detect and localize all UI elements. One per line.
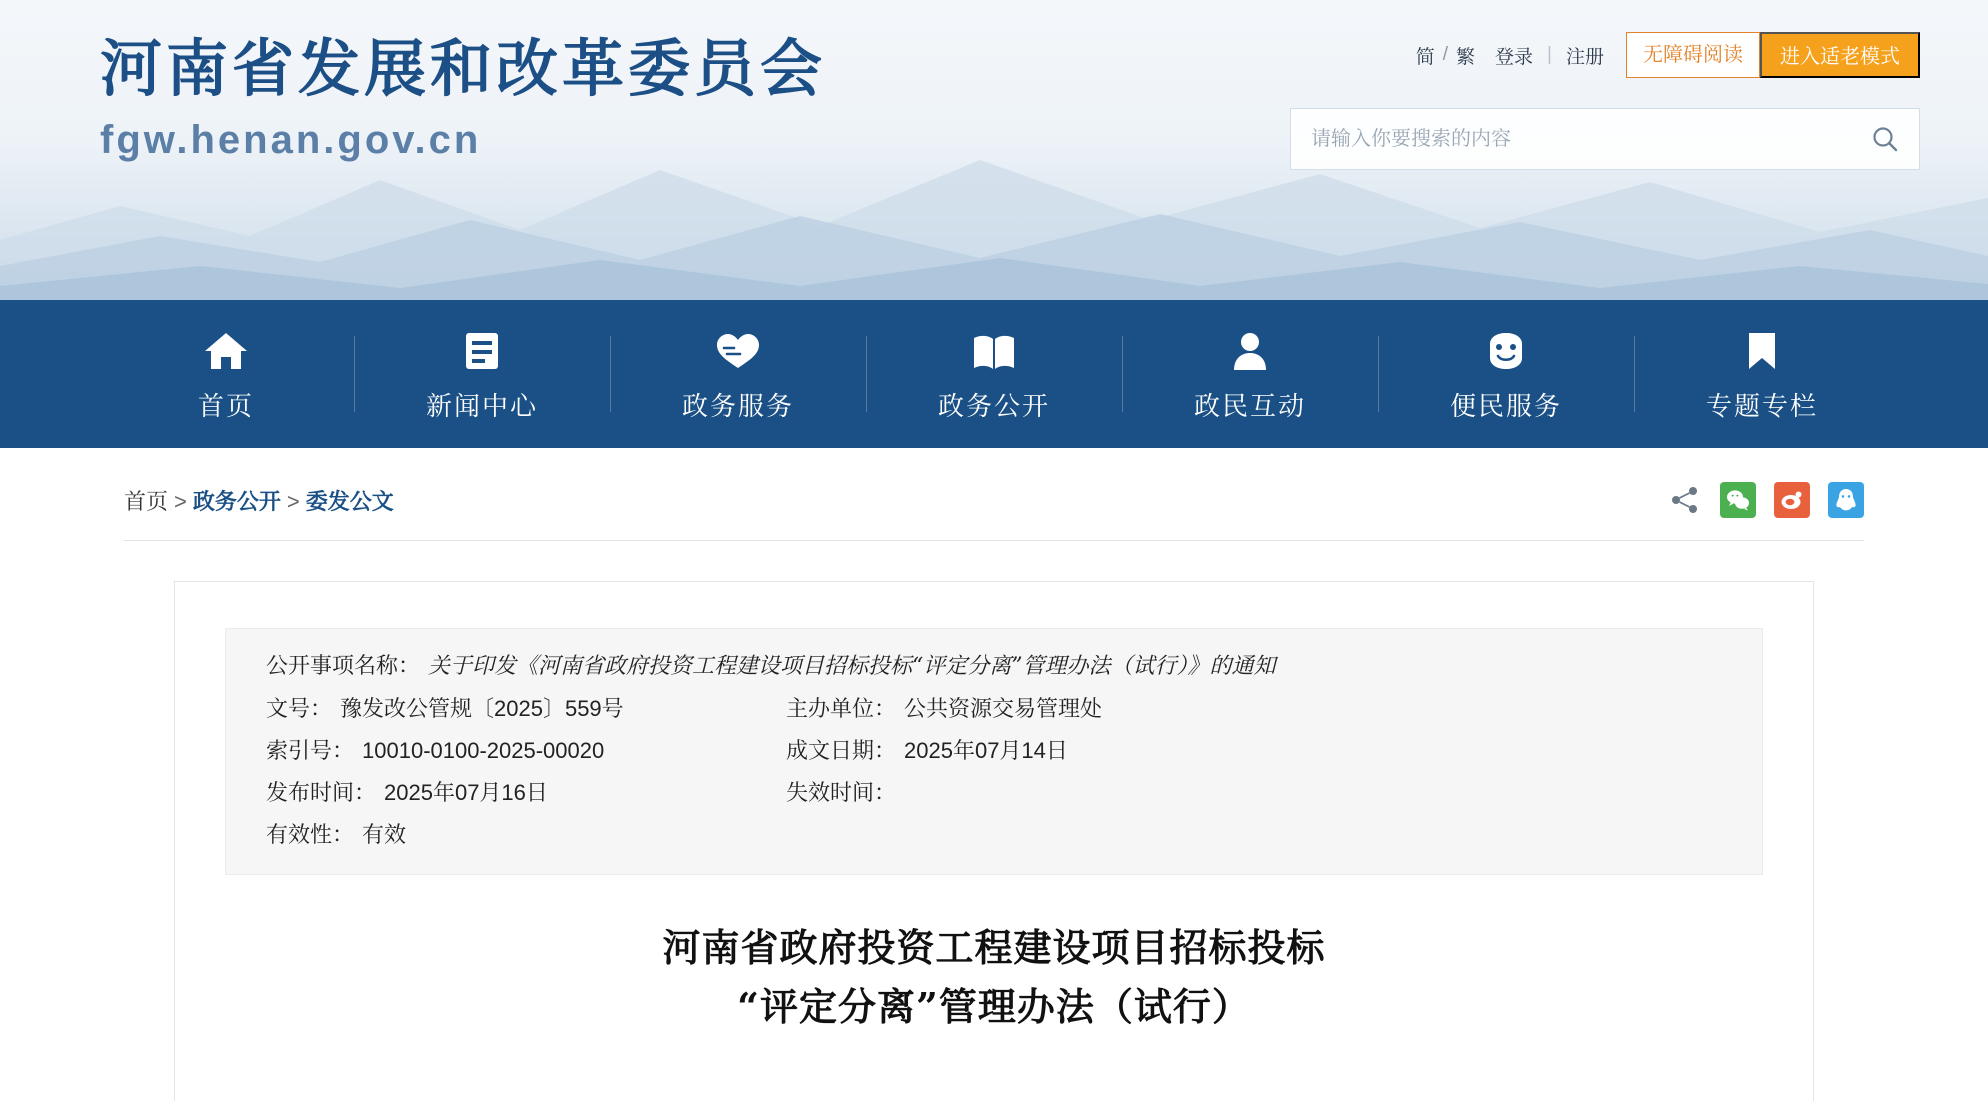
search-input[interactable]	[1291, 109, 1851, 169]
nav-item-news[interactable]	[354, 300, 610, 448]
nav-item-interaction[interactable]	[1122, 300, 1378, 448]
person-icon	[1230, 326, 1270, 372]
meta-key-validity: 有效性：	[266, 822, 355, 847]
meta-value-name: 关于印发《河南省政府投资工程建设项目招标投标“评定分离”管理办法（试行）》的通知	[428, 654, 1276, 679]
weibo-icon[interactable]	[1774, 482, 1810, 518]
meta-cell-written-date	[786, 740, 1068, 762]
meta-value-publish: 2025年07月16日	[384, 780, 548, 805]
breadcrumb-sep-1: >	[174, 488, 187, 514]
meta-value-docnum: 豫发改公管规〔2025〕559号	[340, 696, 624, 721]
share-nodes-icon[interactable]	[1668, 483, 1702, 517]
nav-item-government-disclosure[interactable]	[866, 300, 1122, 448]
elder-mode-button[interactable]: 进入适老模式	[1760, 32, 1920, 78]
site-brand[interactable]	[100, 30, 826, 163]
meta-key-expire: 失效时间：	[786, 780, 897, 805]
lang-traditional-link[interactable]: 繁	[1456, 46, 1476, 68]
nav-item-special-topics[interactable]	[1634, 300, 1890, 448]
nav-item-convenience-service[interactable]	[1378, 300, 1634, 448]
main-nav	[0, 300, 1988, 448]
service-icon	[714, 326, 762, 372]
meta-value-organizer: 公共资源交易管理处	[904, 696, 1103, 721]
nav-label-news: 新闻中心	[425, 390, 538, 421]
breadcrumb-sep-2: >	[286, 488, 300, 514]
nav-item-home[interactable]	[98, 300, 354, 448]
article-section	[0, 541, 1988, 1101]
meta-key-name: 公开事项名称：	[266, 653, 421, 678]
meta-key-organizer: 主办单位：	[786, 696, 897, 721]
site-header	[0, 0, 1988, 300]
header-utility-bar	[1416, 32, 1920, 78]
login-link[interactable]: 登录	[1495, 46, 1534, 68]
article-card	[174, 581, 1814, 1101]
meta-row-name	[266, 655, 1722, 678]
nav-label-government-service: 政务服务	[681, 390, 794, 421]
home-icon	[203, 326, 249, 372]
meta-row-validity	[266, 824, 1722, 846]
nav-label-interaction: 政民互动	[1193, 390, 1306, 421]
search-box[interactable]	[1290, 108, 1920, 170]
meta-row-publish-expire	[266, 782, 1722, 804]
accessible-reading-button[interactable]: 无障碍阅读	[1626, 32, 1760, 78]
meta-value-validity: 有效	[362, 822, 407, 847]
auth-links	[1495, 42, 1604, 69]
nav-label-government-disclosure: 政务公开	[937, 390, 1050, 421]
meta-key-publish: 发布时间：	[266, 780, 377, 805]
smile-icon	[1484, 326, 1528, 372]
news-icon	[462, 326, 502, 372]
document-title	[225, 919, 1763, 1037]
breadcrumb-level1[interactable]: 政务公开	[192, 488, 281, 514]
breadcrumb-home[interactable]: 首页	[124, 488, 169, 514]
nav-item-government-service[interactable]	[610, 300, 866, 448]
document-title-line2: “评定分离”管理办法（试行）	[737, 983, 1251, 1029]
meta-value-written-date: 2025年07月14日	[904, 738, 1068, 763]
meta-cell-validity	[266, 824, 786, 846]
meta-cell-name	[266, 655, 1276, 678]
breadcrumb	[124, 485, 394, 516]
meta-cell-organizer	[786, 698, 1102, 720]
breadcrumb-level2[interactable]: 委发公文	[305, 488, 394, 514]
meta-key-written-date: 成文日期：	[786, 738, 897, 763]
book-icon	[970, 326, 1018, 372]
search-icon	[1869, 123, 1901, 155]
meta-cell-expire	[786, 782, 904, 804]
bookmark-icon	[1744, 326, 1780, 372]
nav-label-special-topics: 专题专栏	[1705, 390, 1818, 421]
nav-label-convenience-service: 便民服务	[1449, 390, 1562, 421]
breadcrumb-section	[0, 448, 1988, 541]
language-switcher	[1416, 42, 1475, 69]
meta-row-docnum-organizer	[266, 698, 1722, 720]
lang-divider: /	[1442, 44, 1449, 65]
meta-key-docnum: 文号：	[266, 696, 333, 721]
meta-value-index: 10010-0100-2025-00020	[362, 738, 605, 763]
qq-icon[interactable]	[1828, 482, 1864, 518]
share-bar	[1668, 482, 1864, 518]
meta-row-index-written	[266, 740, 1722, 762]
site-title: 河南省发展和改革委员会	[100, 32, 827, 105]
meta-cell-docnum	[266, 698, 786, 720]
meta-cell-publish	[266, 782, 786, 804]
meta-key-index: 索引号：	[266, 738, 355, 763]
register-link[interactable]: 注册	[1565, 46, 1604, 68]
nav-label-home: 首页	[197, 390, 254, 421]
search-button[interactable]	[1851, 109, 1919, 169]
meta-cell-index	[266, 740, 786, 762]
document-meta-table	[225, 628, 1763, 875]
lang-simplified-link[interactable]: 简	[1415, 46, 1435, 68]
site-url: fgw.henan.gov.cn	[100, 117, 482, 162]
wechat-icon[interactable]	[1720, 482, 1756, 518]
document-title-line1: 河南省政府投资工程建设项目招标投标	[662, 925, 1326, 970]
auth-divider: |	[1547, 44, 1552, 65]
